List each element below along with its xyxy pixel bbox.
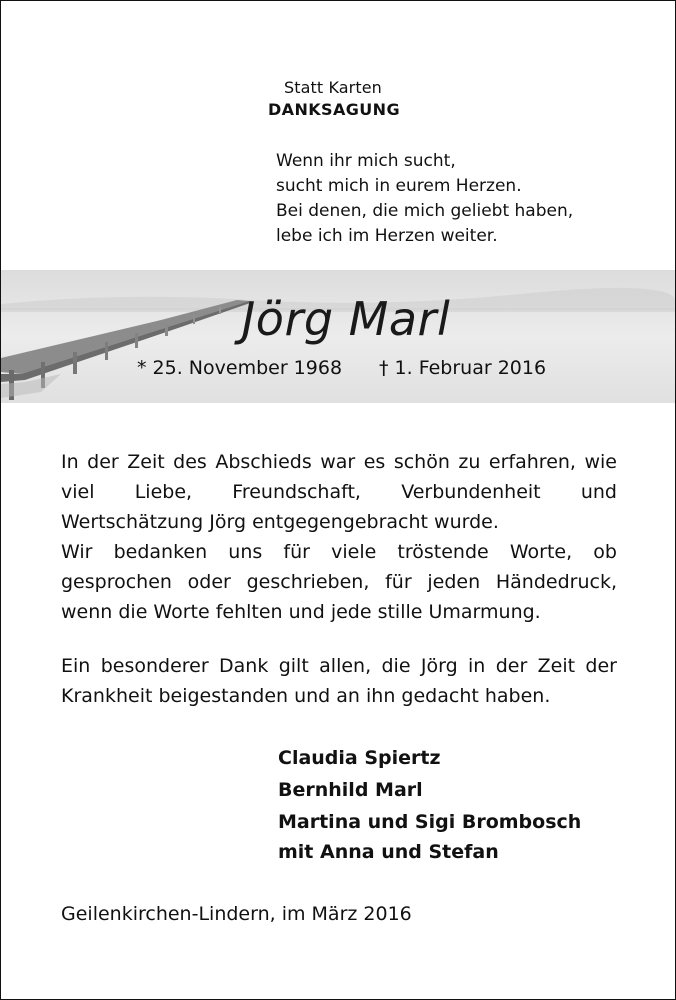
place-date: Geilenkirchen-Lindern, im März 2016	[61, 903, 412, 925]
poem-line: Wenn ihr mich sucht,	[276, 151, 456, 171]
signature-name: mit Anna und Stefan	[278, 841, 499, 863]
poem-line: lebe ich im Herzen weiter.	[276, 226, 498, 246]
deceased-name: Jörg Marl	[241, 292, 451, 346]
poem-line: sucht mich in eurem Herzen.	[276, 176, 522, 196]
paragraph: Ein besonderer Dank gilt allen, die Jörg in der Zeit der Krankheit beigestanden und an ihn gedacht haben.	[61, 655, 617, 707]
poem	[276, 149, 573, 249]
death-date: † 1. Februar 2016	[379, 357, 547, 379]
signatures	[278, 743, 581, 867]
birth-date: * 25. November 1968	[137, 357, 343, 379]
signature-name: Martina und Sigi Brombosch	[278, 811, 582, 833]
danksagung-title: DANKSAGUNG	[268, 100, 401, 119]
signature-name: Claudia Spiertz	[278, 747, 441, 769]
paragraph: Wir bedanken uns für viele tröstende Worte, ob gesprochen oder geschrieben, für jeden Händedruck, wenn die Worte fehlten und jede stille Umarmung.	[61, 541, 617, 623]
signature-name: Bernhild Marl	[278, 779, 423, 801]
statt-karten-label: Statt Karten	[284, 78, 382, 97]
poem-line: Bei denen, die mich geliebt haben,	[276, 201, 574, 221]
paragraph: In der Zeit des Abschieds war es schön zu erfahren, wie viel Liebe, Freundschaft, Verbundenheit und Wertschätzung Jörg entgegengebracht wurde.	[61, 451, 617, 533]
